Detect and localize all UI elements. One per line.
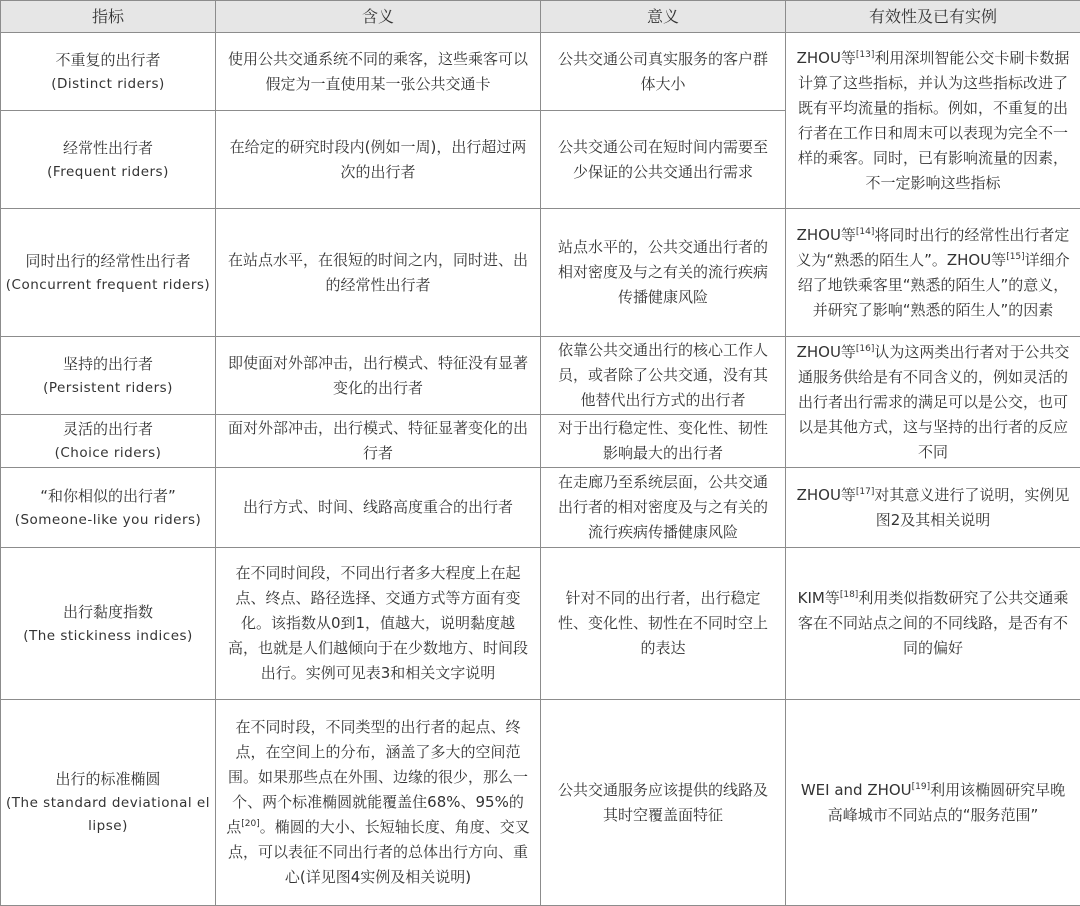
- validity-cell: WEI and ZHOU[19]利用该椭圆研究早晚高峰城市不同站点的“服务范围”: [786, 700, 1080, 906]
- significance-cell: 依靠公共交通出行的核心工作人员，或者除了公共交通，没有其他替代出行方式的出行者: [541, 337, 786, 415]
- significance-cell: 公共交通公司在短时间内需要至少保证的公共交通出行需求: [541, 111, 786, 209]
- header-validity: 有效性及已有实例: [786, 1, 1080, 33]
- significance-cell: 针对不同的出行者，出行稳定性、变化性、韧性在不同时空上的表达: [541, 548, 786, 700]
- meaning-cell: 在不同时段，不同类型的出行者的起点、终点，在空间上的分布，涵盖了多大的空间范围。如果那些点在外围、边缘的很少，那么一个、两个标准椭圆就能覆盖住68%、95%的点[20]。椭圆的大小、长短轴长度、角度、交叉点，可以表征不同出行者的总体出行方向、重心(详见图4实例及相关说明): [216, 700, 541, 906]
- significance-cell: 在走廊乃至系统层面，公共交通出行者的相对密度及与之有关的流行疾病传播健康风险: [541, 468, 786, 548]
- indicator-name-en: (The standard deviational ellipse): [5, 792, 211, 838]
- indicator-cell: [1, 700, 216, 906]
- indicator-cell: [1, 33, 216, 111]
- indicator-name-cn: 坚持的出行者: [63, 355, 153, 373]
- validity-cell: KIM等[18]利用类似指数研究了公共交通乘客在不同站点之间的不同线路，是否有不同的偏好: [786, 548, 1080, 700]
- indicator-name-en: (Persistent riders): [5, 377, 211, 400]
- significance-cell: 对于出行稳定性、变化性、韧性影响最大的出行者: [541, 415, 786, 468]
- indicator-name-en: (Someone-like you riders): [5, 509, 211, 532]
- validity-cell: ZHOU等[13]利用深圳智能公交卡刷卡数据计算了这些指标，并认为这些指标改进了既有平均流量的指标。例如，不重复的出行者在工作日和周末可以表现为完全不一样的乘客。同时，已有影响流量的因素，不一定影响这些指标: [786, 33, 1080, 209]
- indicator-name-cn: 出行的标准椭圆: [55, 770, 160, 788]
- row-standard-deviational-ellipse: [1, 700, 1080, 906]
- meaning-cell: 在不同时间段，不同出行者多大程度上在起点、终点、路径选择、交通方式等方面有变化。该指数从0到1，值越大，说明黏度越高，也就是人们越倾向于在少数地方、时间段出行。实例可见表3和相关文字说明: [216, 548, 541, 700]
- indicator-cell: [1, 548, 216, 700]
- indicator-cell: [1, 209, 216, 337]
- header-row: [1, 1, 1080, 33]
- significance-cell: 公共交通公司真实服务的客户群体大小: [541, 33, 786, 111]
- meaning-cell: 出行方式、时间、线路高度重合的出行者: [216, 468, 541, 548]
- indicator-name-cn: “和你相似的出行者”: [40, 487, 176, 505]
- indicator-name-en: (Choice riders): [5, 442, 211, 465]
- meaning-cell: 在给定的研究时段内(例如一周)，出行超过两次的出行者: [216, 111, 541, 209]
- meaning-cell: 在站点水平，在很短的时间之内，同时进、出的经常性出行者: [216, 209, 541, 337]
- row-persistent-riders: [1, 337, 1080, 415]
- indicator-name-en: (Frequent riders): [5, 161, 211, 184]
- row-concurrent-frequent-riders: [1, 209, 1080, 337]
- indicator-cell: [1, 337, 216, 415]
- header-indicator: 指标: [1, 1, 216, 33]
- indicator-name-en: (Distinct riders): [5, 73, 211, 96]
- validity-cell: ZHOU等[14]将同时出行的经常性出行者定义为“熟悉的陌生人”。ZHOU等[15]详细介绍了地铁乘客里“熟悉的陌生人”的意义，并研究了影响“熟悉的陌生人”的因素: [786, 209, 1080, 337]
- header-meaning: 含义: [216, 1, 541, 33]
- indicator-name-en: (Concurrent frequent riders): [5, 274, 211, 297]
- meaning-cell: 即使面对外部冲击，出行模式、特征没有显著变化的出行者: [216, 337, 541, 415]
- indicator-cell: [1, 468, 216, 548]
- validity-cell: ZHOU等[17]对其意义进行了说明，实例见图2及其相关说明: [786, 468, 1080, 548]
- row-stickiness-indices: [1, 548, 1080, 700]
- indicator-cell: [1, 415, 216, 468]
- significance-cell: 站点水平的，公共交通出行者的相对密度及与之有关的流行疾病传播健康风险: [541, 209, 786, 337]
- row-someone-like-you-riders: [1, 468, 1080, 548]
- indicator-name-cn: 经常性出行者: [63, 139, 153, 157]
- indicator-name-cn: 出行黏度指数: [63, 603, 153, 621]
- indicator-cell: [1, 111, 216, 209]
- meaning-cell: 面对外部冲击，出行模式、特征显著变化的出行者: [216, 415, 541, 468]
- row-distinct-riders: [1, 33, 1080, 111]
- indicator-name-cn: 不重复的出行者: [55, 51, 160, 69]
- indicator-name-cn: 灵活的出行者: [63, 420, 153, 438]
- significance-cell: 公共交通服务应该提供的线路及其时空覆盖面特征: [541, 700, 786, 906]
- indicator-name-cn: 同时出行的经常性出行者: [25, 252, 190, 270]
- indicator-name-en: (The stickiness indices): [5, 625, 211, 648]
- validity-cell: ZHOU等[16]认为这两类出行者对于公共交通服务供给是有不同含义的，例如灵活的出行者出行需求的满足可以是公交，也可以是其他方式，这与坚持的出行者的反应不同: [786, 337, 1080, 468]
- header-significance: 意义: [541, 1, 786, 33]
- meaning-cell: 使用公共交通系统不同的乘客，这些乘客可以假定为一直使用某一张公共交通卡: [216, 33, 541, 111]
